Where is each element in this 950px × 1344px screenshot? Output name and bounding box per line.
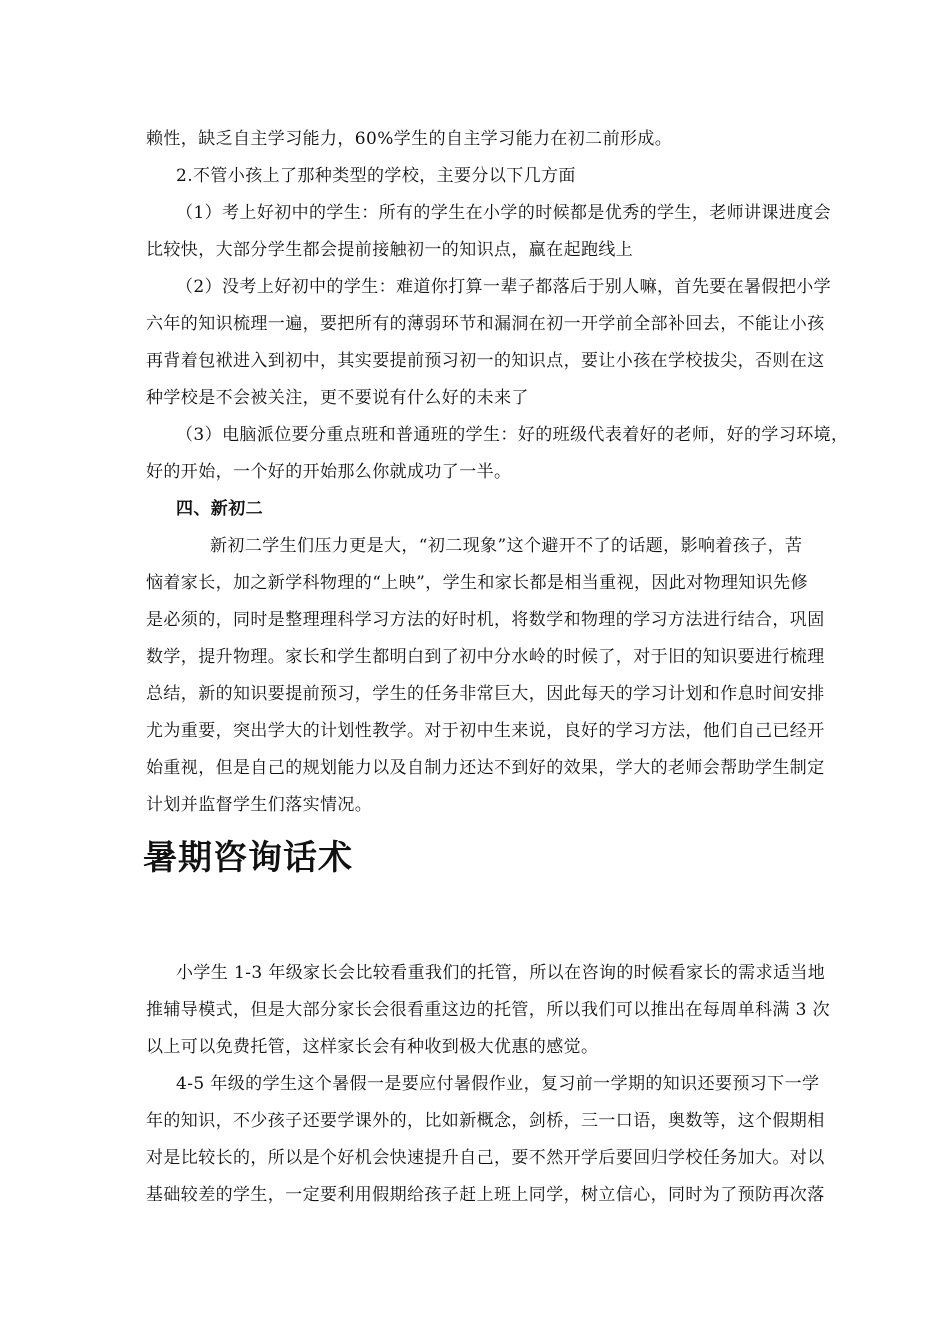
grade8-line-1: 新初二学生们压力更是大，“初二现象”这个避开不了的话题，影响着孩子，苦 <box>210 536 803 556</box>
summer-consulting-heading: 暑期咨询话术 <box>143 838 353 878</box>
summer-para-1-line-3: 以上可以免费托管，这样家长会有种收到极大优惠的感觉。 <box>146 1037 599 1057</box>
item-3-line-1: （3）电脑派位要分重点班和普通班的学生：好的班级代表着好的老师，好的学习环境， <box>176 425 849 445</box>
item-2-line-2: 六年的知识梳理一遍，要把所有的薄弱环节和漏洞在初一开学前全部补回去，不能让小孩 <box>146 314 825 334</box>
summer-para-1-line-1: 小学生 1-3 年级家长会比较看重我们的托管，所以在咨询的时候看家长的需求适当地 <box>176 963 826 983</box>
text-line-continuation: 赖性，缺乏自主学习能力，60%学生的自主学习能力在初二前形成。 <box>146 129 673 149</box>
item-1-line-2: 比较快，大部分学生都会提前接触初一的知识点，赢在起跑线上 <box>146 240 634 260</box>
grade8-line-5: 总结，新的知识要提前预习，学生的任务非常巨大，因此每天的学习计划和作息时间安排 <box>146 684 825 704</box>
item-3-line-2: 好的开始，一个好的开始那么你就成功了一半。 <box>146 462 512 482</box>
item-2-line-1: （2）没考上好初中的学生：难道你打算一辈子都落后于别人嘛，首先要在暑假把小学 <box>176 277 832 297</box>
grade8-line-7: 始重视，但是自己的规划能力以及自制力还达不到好的效果，学大的老师会帮助学生制定 <box>146 758 825 778</box>
grade8-line-2: 恼着家长，加之新学科物理的“上映”，学生和家长都是相当重视，因此对物理知识先修 <box>146 573 808 593</box>
item-2-line-4: 种学校是不会被关注，更不要说有什么好的未来了 <box>146 388 529 408</box>
summer-para-2-line-3: 对是比较长的，所以是个好机会快速提升自己，要不然开学后要回归学校任务加大。对以 <box>146 1148 825 1168</box>
grade8-line-3: 是必须的，同时是整理理科学习方法的好时机，将数学和物理的学习方法进行结合，巩固 <box>146 610 825 630</box>
grade8-line-4: 数学，提升物理。家长和学生都明白到了初中分水岭的时候了，对于旧的知识要进行梳理 <box>146 647 825 667</box>
summer-para-2-line-1: 4-5 年级的学生这个暑假一是要应付暑假作业，复习前一学期的知识还要预习下一学 <box>176 1074 820 1094</box>
grade8-line-6: 尤为重要，突出学大的计划性教学。对于初中生来说，良好的学习方法，他们自己已经开 <box>146 721 825 741</box>
point-2-title: 2.不管小孩上了那种类型的学校，主要分以下几方面 <box>176 166 576 186</box>
item-1-line-1: （1）考上好初中的学生：所有的学生在小学的时候都是优秀的学生，老师讲课进度会 <box>176 203 832 223</box>
summer-para-2-line-4: 基础较差的学生，一定要利用假期给孩子赶上班上同学，树立信心，同时为了预防再次落 <box>146 1185 825 1205</box>
summer-para-1-line-2: 推辅导模式，但是大部分家长会很看重这边的托管，所以我们可以推出在每周单科满 3 次 <box>146 1000 831 1020</box>
summer-para-2-line-2: 年的知识，不少孩子还要学课外的，比如新概念，剑桥，三一口语，奥数等，这个假期相 <box>146 1111 825 1131</box>
item-2-line-3: 再背着包袱进入到初中，其实要提前预习初一的知识点，要让小孩在学校拔尖，否则在这 <box>146 351 825 371</box>
grade8-line-8: 计划并监督学生们落实情况。 <box>146 795 373 815</box>
section-title-grade8: 四、新初二 <box>176 499 263 519</box>
